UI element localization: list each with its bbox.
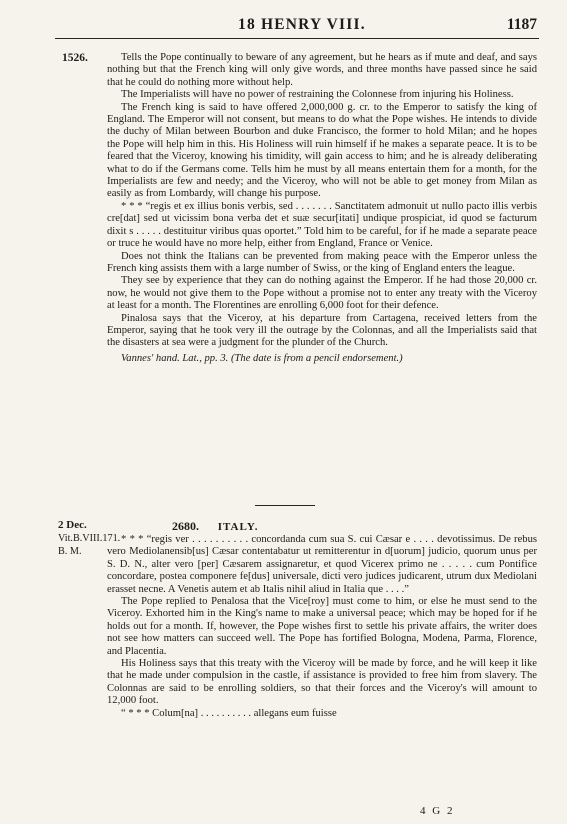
entry-body-bottom <box>107 534 537 720</box>
year-marker: 1526. <box>62 52 88 64</box>
header-rule <box>55 38 539 39</box>
paragraph: The Pope replied to Penalosa that the Vice[roy] must come to him, or else he must send to the Viceroy. Exhorted him in the King's name to make a universal peace; which may be hoped for if he holds out for a month. If, however, the Pope wishes first to settle his private affairs, the writer does not see how matters can succeed well. The Pope has fortified Bologna, Modena, Parma, Florence, and Placentia. <box>107 596 537 657</box>
paragraph: “ * * * Colum[na] . . . . . . . . . . allegans eum fuisse <box>121 707 337 719</box>
endorsement: Vannes' hand. Lat., pp. 3. (The date is from a pencil endorsement.) <box>121 352 403 364</box>
page-number: 1187 <box>506 16 537 33</box>
section-rule <box>255 505 315 506</box>
manuscript-reference: Vit.B.VIII.171. <box>58 533 121 544</box>
paragraph: * * * “regis ver . . . . . . . . . . concordanda cum sua S. cui Cæsar e . . . . devotissimus. De rebus vero Mediolanensib[us] Cæsar contentabatur ut remitterentur in d[uorum] judicio, quorum unus per S. D. N., alter vero [per] Cæsarem assignaretur, et quod Vicerex primo ne . . . . . cum Pontifice concordare, postea componere fe[dus] universale, dicti vero judices judicarent, utrum dux Mediolani erasset necne. A Venetis autem et ab Italis nihil aliud in Italia que . . . .” <box>107 534 537 595</box>
repository: B. M. <box>58 546 82 557</box>
entry-body-top <box>107 52 537 365</box>
entry-number: 2680. <box>172 519 199 533</box>
running-title: 18 HENRY VIII. <box>238 16 366 33</box>
paragraph: They see by experience that they can do nothing against the Emperor. If he had those 20,000 cr. now, he would not give them to the Pope without a promise not to enter any treaty with the Viceroy at least for a month. The Florentines are enrolling 6,000 foot for their defence. <box>107 275 537 312</box>
paragraph: Does not think the Italians can be prevented from making peace with the Emperor unless the French king assists them with a large number of Swiss, or the king of England enters the league. <box>107 250 537 274</box>
paragraph: His Holiness says that this treaty with the Viceroy will be made by force, and he will keep it like that he made under compulsion in the castle, if assistance is provided to free him from slavery. The Colonnas are said to be enrolling soldiers, so that their forces and the Viceroy's will amount to 12,000 foot. <box>107 658 537 707</box>
entry-heading <box>172 519 259 534</box>
entry-date: 2 Dec. <box>58 519 87 531</box>
paragraph: Tells the Pope continually to beware of any agreement, but he hears as if mute and deaf, and says nothing but that the French king will only give words, and three months have passed since he said that he could do nothing more without help. <box>107 52 537 88</box>
paragraph: * * * “regis et ex illius bonis verbis, sed . . . . . . . Sanctitatem admonuit ut nullo pacto illis verbis cre[dat] sed ut vicissim bona verba det et suæ secur[itati] undique prospiciat, id quod se facturum dixit s . . . . . destituitur viribus quas oportet.” Told him to be careful, for if he made a separate peace or truce he would have no more help, either from England, France or Venice. <box>107 200 537 250</box>
signature-mark: 4 G 2 <box>420 805 455 817</box>
page-header <box>0 8 567 42</box>
paragraph: Pinalosa says that the Viceroy, at his departure from Cartagena, received letters from the Emperor, saying that he took very ill the outrage by the Colonnas, and all the Imperialists said that the disasters at sea were a judgment for the plunder of the Church. <box>107 312 537 349</box>
entry-subject: ITALY. <box>217 521 259 533</box>
paragraph: The Imperialists will have no power of restraining the Colonnese from injuring his Holiness. <box>121 89 514 101</box>
paragraph: The French king is said to have offered 2,000,000 g. cr. to the Emperor to satisfy the king of England. The Emperor will not consent, but means to do what the Pope wishes. He intends to divide the duchy of Milan between Bourbon and duke Francisco, the former to hold Milan; and he hopes the Pope will help him in this. His Holiness will ruin himself if he makes a separate peace. It is to be feared that the Viceroy, knowing his timidity, will gain access to him; and he is already deliberating what to do if the Germans come. Tells him he must by all means entertain them for a month, for the Imperialists are few and needy; and the Viceroy, who will not be able to get money from Milan as easily as from Lombardy, will change his purpose. <box>107 101 537 200</box>
